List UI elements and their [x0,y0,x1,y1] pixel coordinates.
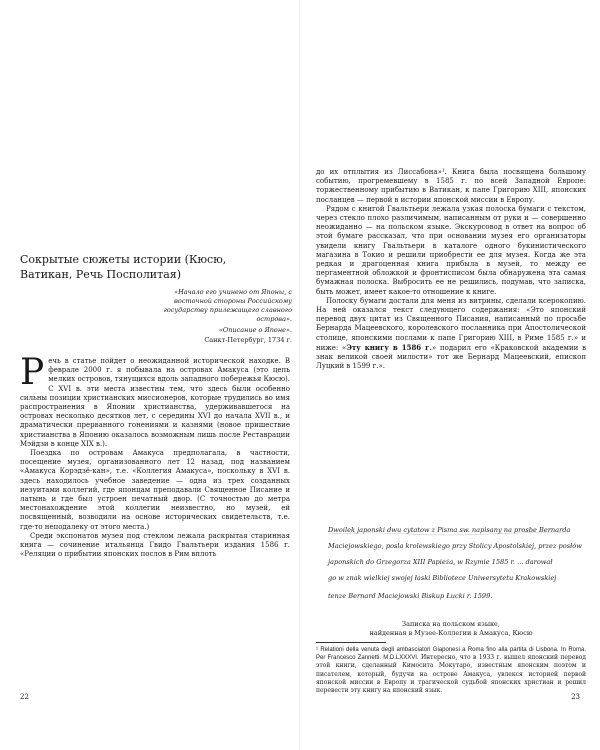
left-body-text [20,352,290,559]
drop-cap: Р [20,352,45,393]
epigraph-quote: «Начало его учинено от Японы, с восточной стороны Российскому государству прилежащего славного острова». [163,288,292,323]
paragraph: до их отплытия из Лиссабона»¹. Книга была посвящена большому событию, прогремевшему в 1585 г. по всей Западной Европе: торжественному прибытию в Ватикан, к папе Григорию XIII, японских посланцев — первой в истории японской миссии в Европу. [316,168,586,204]
handwriting-line: Maciejowskiego, posla krolewskiego przy Stolicy Apostolskiej, przez posłów [328,542,582,550]
bold-quote: Эту книгу в 1586 г. [346,342,432,352]
caption-line: найденная в Музее-Коллегии в Амакуса, Кюсю [369,629,533,637]
epigraph-place: Санкт-Петербург, 1734 г. [204,336,292,344]
paragraph: Среди экспонатов музея под стеклом лежала раскрытая старинная книга — сочинение итальянца Гвидо Гвальтьери издания 1586 г. «Реляции о прибытии японских послов в Рим вплоть [20,531,290,559]
figure-caption [316,620,586,638]
right-page [300,0,600,750]
footnote-citation: ¹ Relationi della venuta degli ambasciatori Giaponesi a Roma fino alla partita di Lisbona. In Roma. Per Francesco Zannetti. M.D.LXXXVI. [316,647,586,662]
handwriting-line: go w znak wielkiej swojej łaski Bibliotece Uniwersytetu Krakowskiej [328,574,557,582]
paragraph-text: Полоску бумаги достали для меня из витрины, сделали ксерокопию. На ней оказался текст следующего содержания: «Это японский перевод двух цитат из Священного Писания, написанный по просьбе Бернарда Мацеевского, королевского посланника при Апостолической столице, японскими послами к папе Григорию XIII, в Риме 1585 г.» и ниже: « [316,296,586,352]
handwriting-line: Dwoilek japonski dwu cytatow z Pisma sw. napisany na prosbe Bernarda [328,526,571,534]
footnote-divider [316,642,386,643]
footnote [316,646,586,695]
caption-line: Записка на польском языке, [402,620,500,628]
epigraph-source: «Описание о Японе». [218,326,292,334]
handwriting-line: japonskich do Grzegorza XIII Papieża, w Rzymie 1585 r. ... darował [328,558,553,566]
handwriting-line: tenze Bernard Maciejowski Biskup Łucki r. 1599. [328,592,493,600]
paragraph [20,352,290,449]
paragraph: Рядом с книгой Гвальтьери лежала узкая полоска бумаги с текстом, через стекло плохо различимым, написанным от руки и — совершенно неожиданно — на польском языке. Экскурсовод в ответ на вопрос об этой бумаге рассказал, что при основании музея его организаторы увидели книгу Гвальтьери в каталоге одного букинистического магазина в Токио и решили приобрести ее для музея. Когда же эта редкая и драгоценная книга прибыла в музей, то между ее пергаментной обложкой и фронтисписом была обнаружена эта самая бумажная полоска. Выбросить ее не решились, подумав, что записка, быть может, имеет какое-то отношение к книге. [316,204,586,296]
paragraph-text: ечь в статье пойдет о неожиданной исторической находке. В феврале 2000 г. я побывала на островах Амакуса (это цепь мелких островов, тянущихся вдоль западного побережья Кюсю). С XVI в. эти места известны тем, что здесь были особенно сильны позиции христианских миссионеров, которые трудились во имя распространения в Японии христианства, удерживавшегося на островах несколько десятков лет, с середины XVI до начала XVII в., и драматически прерванного гонениями и казнями (новое пришествие христианства в Японию оказалось возможным лишь после Реставрации Мэйдзи в конце XIX в.). [20,357,290,448]
right-body-text [316,168,586,371]
section-title: Сокрытые сюжеты истории (Кюсю, Ватикан, Речь Посполитая) [20,253,227,281]
footnote-text: Интересно, что в 1933 г. вышел японский перевод этой книги, сделанный Кимосита Мокутаро, известным японским поэтом и писателем, который, будучи на острове Амакуса, увлекся историей первой японской миссии в Европу и трагической судьбой японских христиан и решил перевести эту книгу на японский язык. [316,654,586,695]
handwritten-note-image [324,520,584,612]
paragraph-text: » подарил его «Краковской академии в знак великой своей милости» тот же Бернард Мацеевский, епископ Луцкий в 1599 г.». [316,343,587,371]
paragraph: Поездка по островам Амакуса предполагала, в частности, посещение музея, организованного лет 12 назад, под названием «Амакуса Корэдзё-кан», т.е. «Коллегия Амакуса», поскольку в XVI в. здесь находилось учебное заведение — одна из трех созданных иезуитами коллегий, где японцам преподавали Священное Писание и латынь и где был устроен печатный двор. (С точностью до метра местонахождение этой коллегии неизвестно, но музей, ей посвященный, возводили на основе исторических свидетельств, т.е. где-то неподалеку от этого места.) [20,449,290,531]
paragraph [316,297,586,372]
page-number-left: 22 [20,693,29,701]
page-number-right: 23 [571,693,580,701]
epigraph [140,288,292,345]
